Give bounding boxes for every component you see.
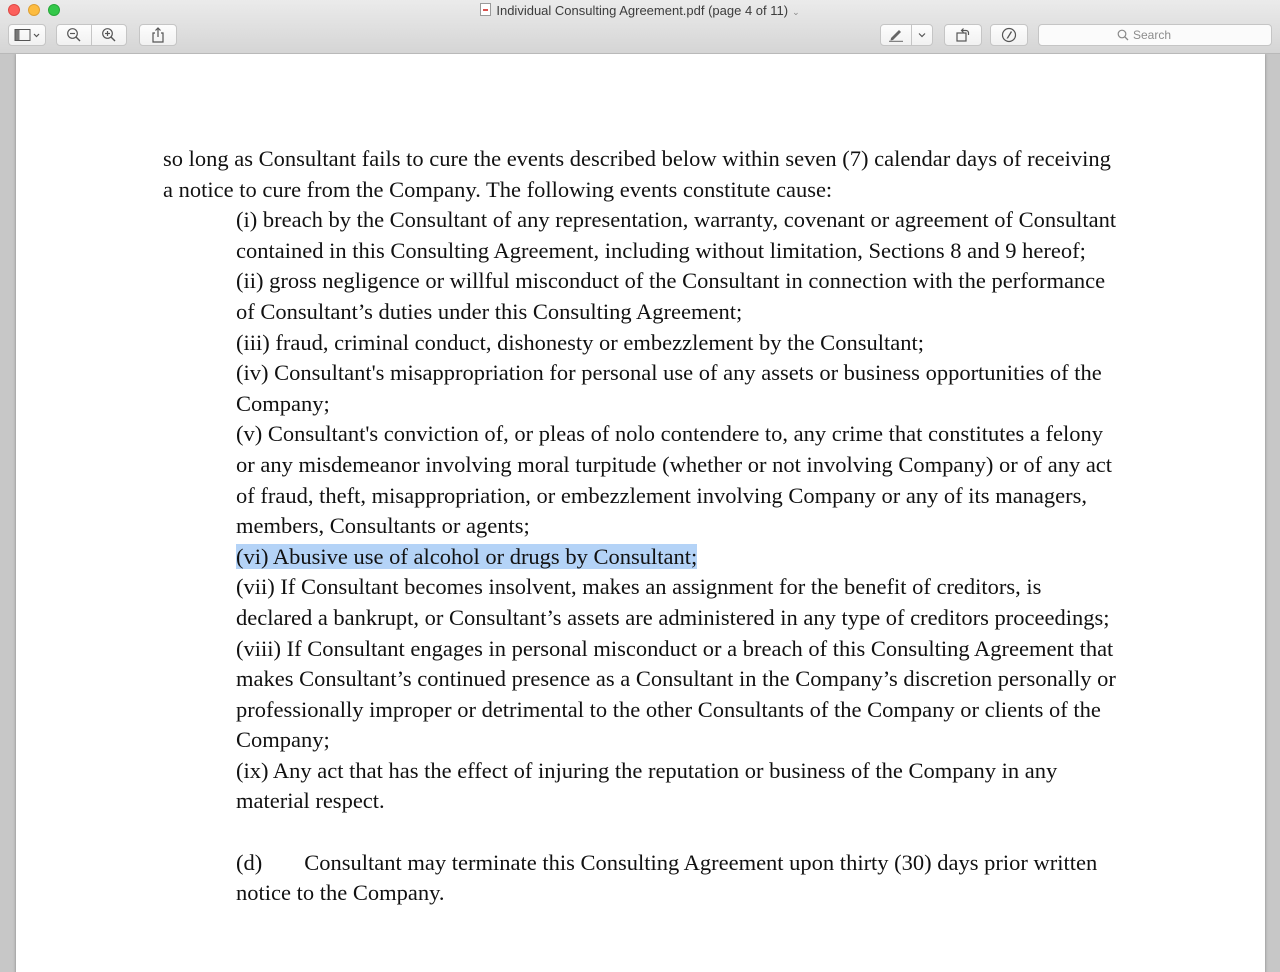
chevron-down-icon (917, 31, 927, 39)
annotate-button[interactable] (990, 24, 1028, 46)
markup-menu-button[interactable] (911, 24, 933, 46)
clause-vii[interactable]: (vii) If Consultant becomes insolvent, makes an assignment for the benefit of creditors, is declared a bankrupt, or Consultant’s assets are administered in any type of creditors proceedings; (236, 574, 1110, 630)
section-d[interactable] (163, 848, 1123, 909)
section-d-label: (d) (236, 849, 263, 875)
annotate-icon (1001, 27, 1017, 43)
clause-ii[interactable]: (ii) gross negligence or willful misconduct of the Consultant in connection with the performance of Consultant’s duties under this Consulting Agreement; (236, 268, 1106, 324)
selected-text[interactable]: (vi) Abusive use of alcohol or drugs by Consultant; (236, 543, 698, 569)
window-title: Individual Consulting Agreement.pdf (page 4 of 11) (496, 3, 789, 18)
page-text[interactable] (163, 144, 1123, 909)
search-field[interactable] (1038, 24, 1272, 46)
window-title-area[interactable] (0, 3, 1280, 20)
zoom-in-button[interactable] (91, 24, 127, 46)
clause-iii[interactable]: (iii) fraud, criminal conduct, dishonesty or embezzlement by the Consultant; (236, 329, 924, 355)
share-icon (151, 27, 165, 43)
sidebar-toggle-icon (14, 29, 40, 41)
zoom-out-button[interactable] (56, 24, 92, 46)
markup-button[interactable] (880, 24, 912, 46)
title-bar (0, 0, 1280, 54)
pdf-page[interactable] (16, 54, 1265, 972)
clause-i[interactable]: (i) breach by the Consultant of any representation, warranty, covenant or agreement of Consultant contained in this Consulting Agreement, including without limitation, Sections 8 and 9 hereof; (236, 207, 1117, 263)
share-button[interactable] (139, 24, 177, 46)
zoom-out-icon (66, 27, 82, 43)
search-icon (1117, 29, 1129, 41)
search-input[interactable] (1133, 28, 1193, 42)
rotate-icon (955, 27, 971, 43)
clause-v[interactable]: (v) Consultant's conviction of, or pleas of nolo contendere to, any crime that constitutes a felony or any misdemeanor involving moral turpitude (whether or not involving Company) or of any act of fraud, theft, misappropriation, or embezzlement involving Company or any of its managers, members, Consultants or agents; (236, 421, 1113, 539)
sidebar-toggle-button[interactable] (8, 24, 46, 46)
pdf-file-icon (480, 3, 491, 16)
paragraph-intro[interactable]: so long as Consultant fails to cure the events described below within seven (7) calendar days of receiving a notice to cure from the Company. The following events constitute cause: (163, 146, 1111, 202)
rotate-button[interactable] (944, 24, 982, 46)
paragraph-spacer (163, 817, 1123, 848)
clause-viii[interactable]: (viii) If Consultant engages in personal misconduct or a breach of this Consulting Agreement that makes Consultant’s continued presence as a Consultant in the Company’s discretion personally or professionally improper or detrimental to the other Consultants of the Company or clients of the Company; (236, 635, 1116, 753)
clause-iv[interactable]: (iv) Consultant's misappropriation for personal use of any assets or business opportunities of the Company; (236, 360, 1102, 416)
section-d-text[interactable]: Consultant may terminate this Consulting Agreement upon thirty (30) days prior written notice to the Company. (236, 849, 1098, 906)
document-viewport[interactable] (0, 54, 1280, 972)
clause-ix[interactable]: (ix) Any act that has the effect of injuring the reputation or business of the Company in any material respect. (236, 757, 1058, 814)
chevron-down-icon[interactable]: ⌄ (792, 7, 800, 17)
pen-icon (888, 28, 904, 42)
zoom-in-icon (101, 27, 117, 43)
clause-vi[interactable] (163, 542, 1123, 573)
